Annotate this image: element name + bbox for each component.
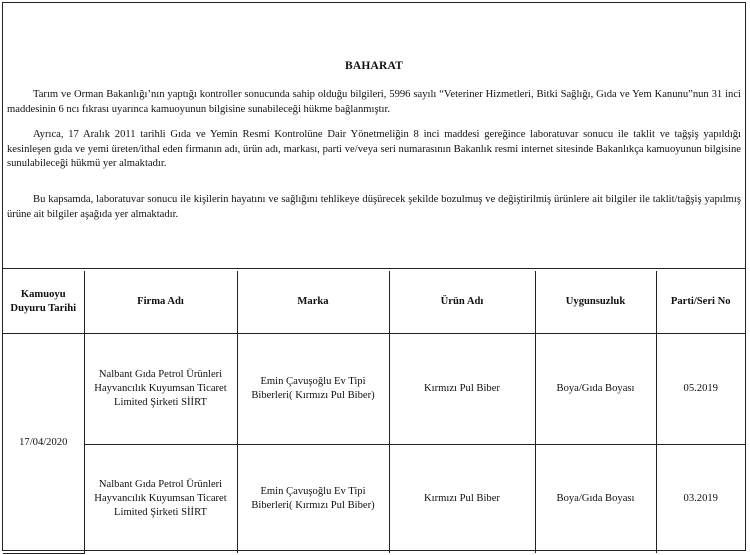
header-parti: Parti/Seri No — [656, 271, 745, 334]
header-uygunsuzluk: Uygunsuzluk — [535, 271, 656, 334]
paragraph-1: Tarım ve Orman Bakanlığı’nın yaptığı kontroller sonucunda sahip olduğu bilgileri, 5996 sayılı “Veteriner Hizmetleri, Bitki Sağlığı, Gıda ve Yem Kanunu”nun 31 inci maddesinin 6 ncı fıkrası uyarınca kamuoyunun bilgisine sunabileceği hükme bağlanmıştır. — [7, 89, 741, 115]
cell-urun: Kırmızı Pul Biber — [389, 334, 535, 445]
cell-marka: Emin Çavuşoğlu Ev Tipi Biberleri( Kırmızı Pul Biber) — [237, 445, 389, 554]
results-table — [3, 271, 745, 554]
cell-marka: Emin Çavuşoğlu Ev Tipi Biberleri( Kırmızı Pul Biber) — [237, 334, 389, 445]
cell-parti: 05.2019 — [656, 334, 745, 445]
cell-parti: 03.2019 — [656, 445, 745, 554]
cell-firma: Nalbant Gıda Petrol Ürünleri Hayvancılık Kuyumsan Ticaret Limited Şirketi SİİRT — [84, 445, 237, 554]
intro-section — [3, 3, 745, 269]
header-marka: Marka — [237, 271, 389, 334]
paragraph-2: Ayrıca, 17 Aralık 2011 tarihli Gıda ve Yemin Resmi Kontrolüne Dair Yönetmeliğin 8 inci maddesi gereğince laboratuvar sonucu ile taklit ve tağşiş yapıldığı kesinleşen gıda ve yemi üreten/ithal eden firmanın adı, ürün adı, markası, parti ve/veya seri numarasının Bakanlık resmi internet sitesinde Bakanlıkça kamuoyunun bilgisine sunulabileceği hükmü yer almaktadır. — [7, 129, 741, 169]
table-row — [3, 445, 745, 554]
paragraph-3: Bu kapsamda, laboratuvar sonucu ile kişilerin hayatını ve sağlığını tehlikeye düşürecek şekilde bozulmuş ve değiştirilmiş ürünlere ait bilgiler ile taklit/tağşiş yapılmış ürüne ait bilgiler aşağıda yer almaktadır. — [7, 194, 741, 220]
table-row — [3, 334, 745, 445]
document-title: BAHARAT — [344, 60, 404, 72]
header-date: Kamuoyu Duyuru Tarihi — [3, 271, 84, 334]
cell-uygunsuzluk: Boya/Gıda Boyası — [535, 445, 656, 554]
document-page — [2, 2, 746, 551]
cell-firma: Nalbant Gıda Petrol Ürünleri Hayvancılık Kuyumsan Ticaret Limited Şirketi SİİRT — [84, 334, 237, 445]
header-firma: Firma Adı — [84, 271, 237, 334]
header-urun: Ürün Adı — [389, 271, 535, 334]
cell-urun: Kırmızı Pul Biber — [389, 445, 535, 554]
cell-uygunsuzluk: Boya/Gıda Boyası — [535, 334, 656, 445]
cell-date: 17/04/2020 — [3, 334, 84, 554]
table-header-row — [3, 271, 745, 334]
